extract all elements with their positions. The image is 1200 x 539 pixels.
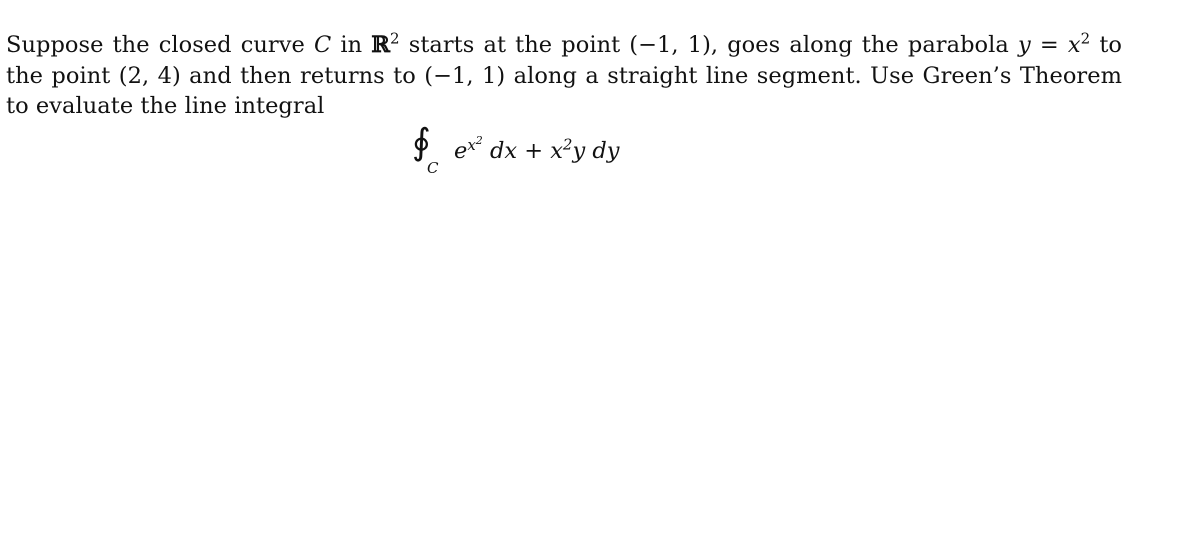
parabola-equals: = xyxy=(1030,32,1068,58)
text-run-3: starts at the point (−1, 1), goes along the parabola xyxy=(399,32,1018,58)
text-run-1: Suppose the closed curve xyxy=(6,32,314,58)
exp-exponent-var: x xyxy=(467,135,476,154)
term2-var: x xyxy=(550,138,563,164)
term2-rest: y dy xyxy=(572,138,620,164)
parabola-x: x xyxy=(1067,32,1081,58)
text-run-2: in xyxy=(331,32,372,58)
curve-symbol: C xyxy=(313,32,332,58)
term2-exponent: 2 xyxy=(562,135,573,154)
exp-exponent xyxy=(467,133,483,154)
real-plane-symbol: ℝ xyxy=(371,32,391,58)
real-plane-exponent: 2 xyxy=(390,29,400,48)
exp-exponent-pow: 2 xyxy=(475,133,483,147)
contour-integral-symbol: ∮ xyxy=(412,122,431,163)
text-run-4: to the point (2, 4) and then returns to (−1, 1) along a straight line segment. Use Green’s Theorem to evaluate the line integral xyxy=(6,32,1123,119)
problem-statement xyxy=(6,30,1122,122)
integrand xyxy=(454,133,620,164)
exp-base: e xyxy=(454,138,468,164)
problem-paragraph xyxy=(6,30,1122,122)
term1-differential: dx + xyxy=(482,138,551,164)
integral-subscript: C xyxy=(427,159,439,177)
parabola-y: y xyxy=(1017,32,1031,58)
parabola-exponent: 2 xyxy=(1080,29,1091,48)
